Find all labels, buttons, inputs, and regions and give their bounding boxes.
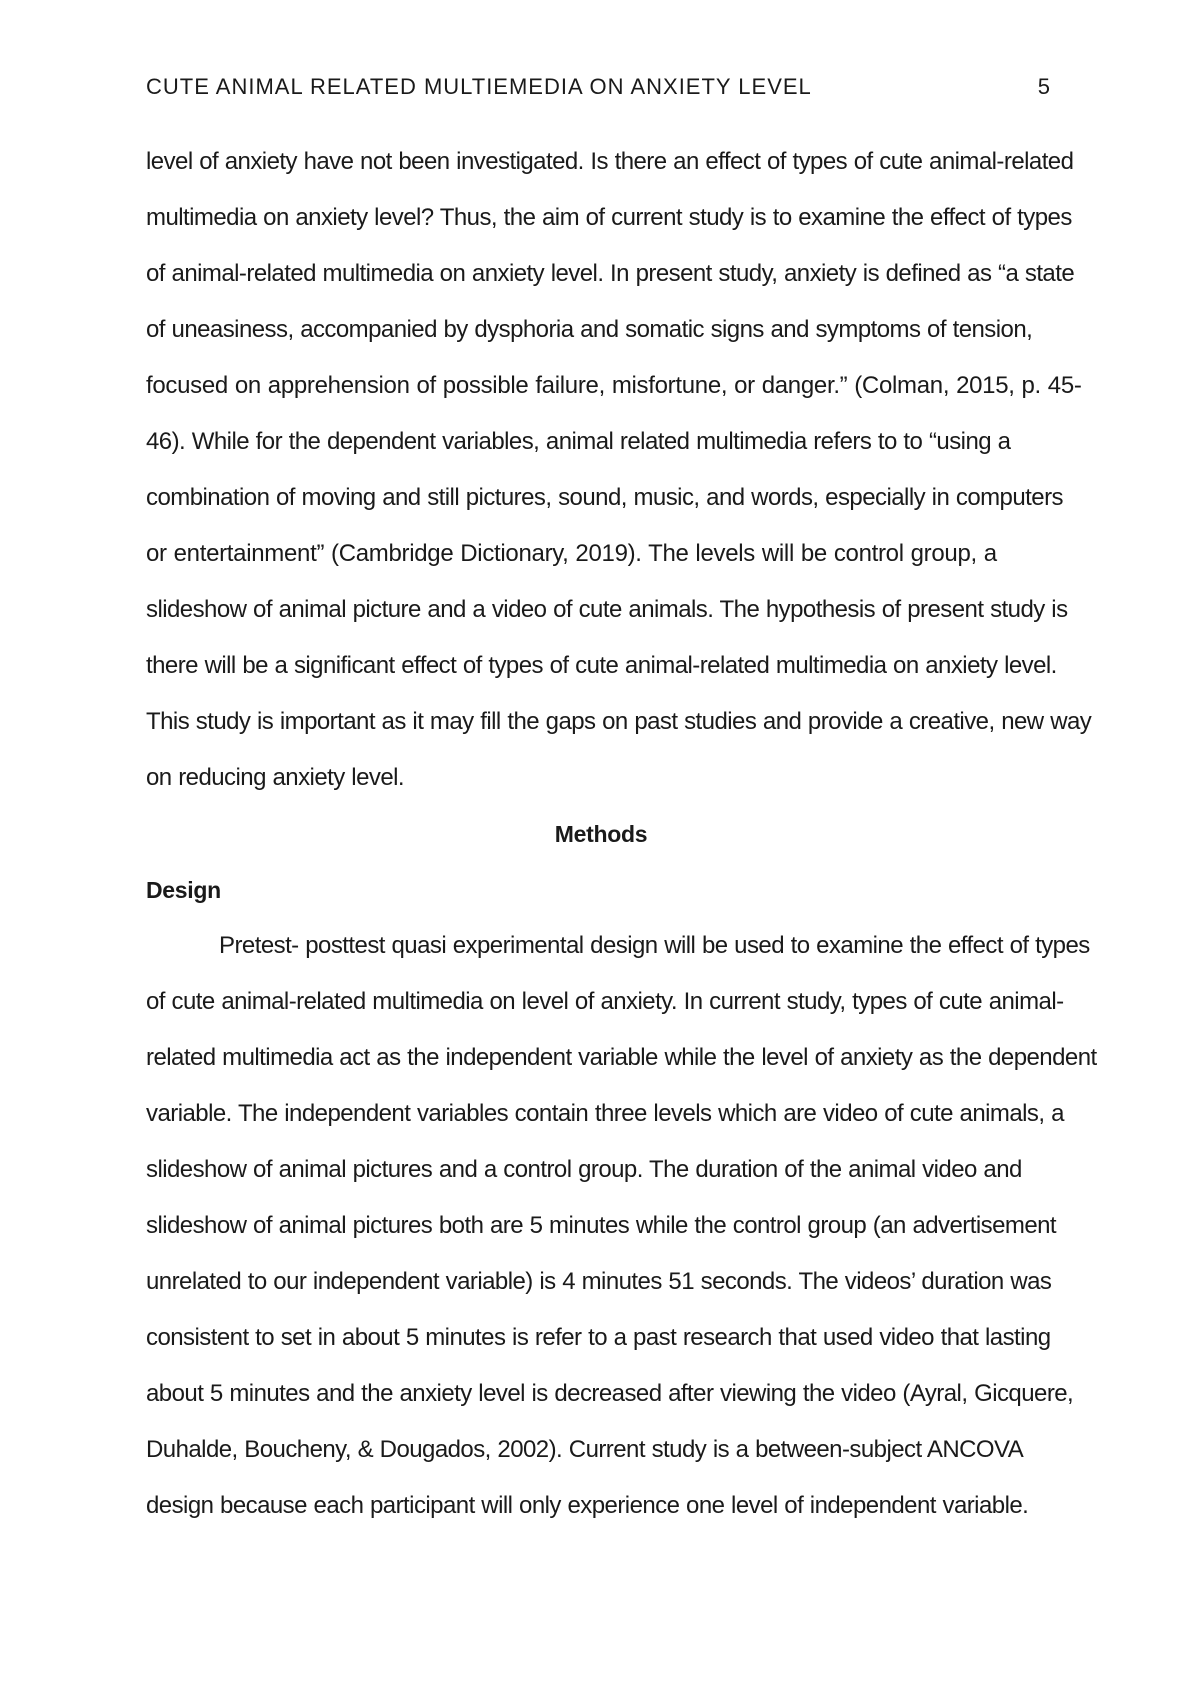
paragraph-line: consistent to set in about 5 minutes is refer to a past research that used video that lasting	[146, 1324, 1051, 1351]
paragraph-line: of animal-related multimedia on anxiety level. In present study, anxiety is defined as “a state	[146, 260, 1075, 287]
section-heading-methods: Methods	[554, 821, 648, 847]
paragraph-line: unrelated to our independent variable) is 4 minutes 51 seconds. The videos’ duration was	[146, 1268, 1052, 1295]
page-number: 5	[1037, 74, 1051, 99]
paragraph-line: combination of moving and still pictures, sound, music, and words, especially in computers	[146, 484, 1063, 511]
paragraph-line: focused on apprehension of possible failure, misfortune, or danger.” (Colman, 2015, p. 45-	[146, 372, 1082, 399]
paragraph-line: Pretest- posttest quasi experimental design will be used to examine the effect of types	[219, 932, 1090, 959]
paragraph-line: variable. The independent variables contain three levels which are video of cute animals, a	[146, 1100, 1064, 1127]
paragraph-line: slideshow of animal pictures both are 5 minutes while the control group (an advertisement	[146, 1212, 1057, 1239]
subsection-heading-design: Design	[146, 877, 221, 903]
paragraph-line: multimedia on anxiety level? Thus, the aim of current study is to examine the effect of types	[146, 204, 1072, 231]
running-head	[146, 70, 1051, 104]
paragraph-line: This study is important as it may fill the gaps on past studies and provide a creative, new way	[146, 708, 1092, 735]
paragraph-line: slideshow of animal picture and a video of cute animals. The hypothesis of present study is	[146, 596, 1068, 623]
body-text	[146, 134, 1097, 1534]
paragraph-line: there will be a significant effect of types of cute animal-related multimedia on anxiety level.	[146, 652, 1057, 679]
paragraph-line: related multimedia act as the independent variable while the level of anxiety as the dependent	[146, 1044, 1097, 1071]
paragraph-line: Duhalde, Boucheny, & Dougados, 2002). Current study is a between-subject ANCOVA	[146, 1436, 1024, 1463]
paragraph-line: of cute animal-related multimedia on level of anxiety. In current study, types of cute animal-	[146, 988, 1064, 1015]
running-head-title: CUTE ANIMAL RELATED MULTIEMEDIA ON ANXIETY LEVEL	[146, 74, 812, 99]
paragraph-line: about 5 minutes and the anxiety level is decreased after viewing the video (Ayral, Gicquere,	[146, 1380, 1074, 1407]
paragraph-line: slideshow of animal pictures and a control group. The duration of the animal video and	[146, 1156, 1022, 1183]
paragraph-line: of uneasiness, accompanied by dysphoria and somatic signs and symptoms of tension,	[146, 316, 1033, 343]
paragraph-line: or entertainment” (Cambridge Dictionary, 2019). The levels will be control group, a	[146, 540, 997, 567]
paragraph-line: 46). While for the dependent variables, animal related multimedia refers to to “using a	[146, 428, 1011, 455]
paragraph-line: level of anxiety have not been investigated. Is there an effect of types of cute animal-related	[146, 148, 1074, 175]
paragraph-line: design because each participant will only experience one level of independent variable.	[146, 1492, 1029, 1519]
paragraph-line: on reducing anxiety level.	[146, 764, 405, 791]
